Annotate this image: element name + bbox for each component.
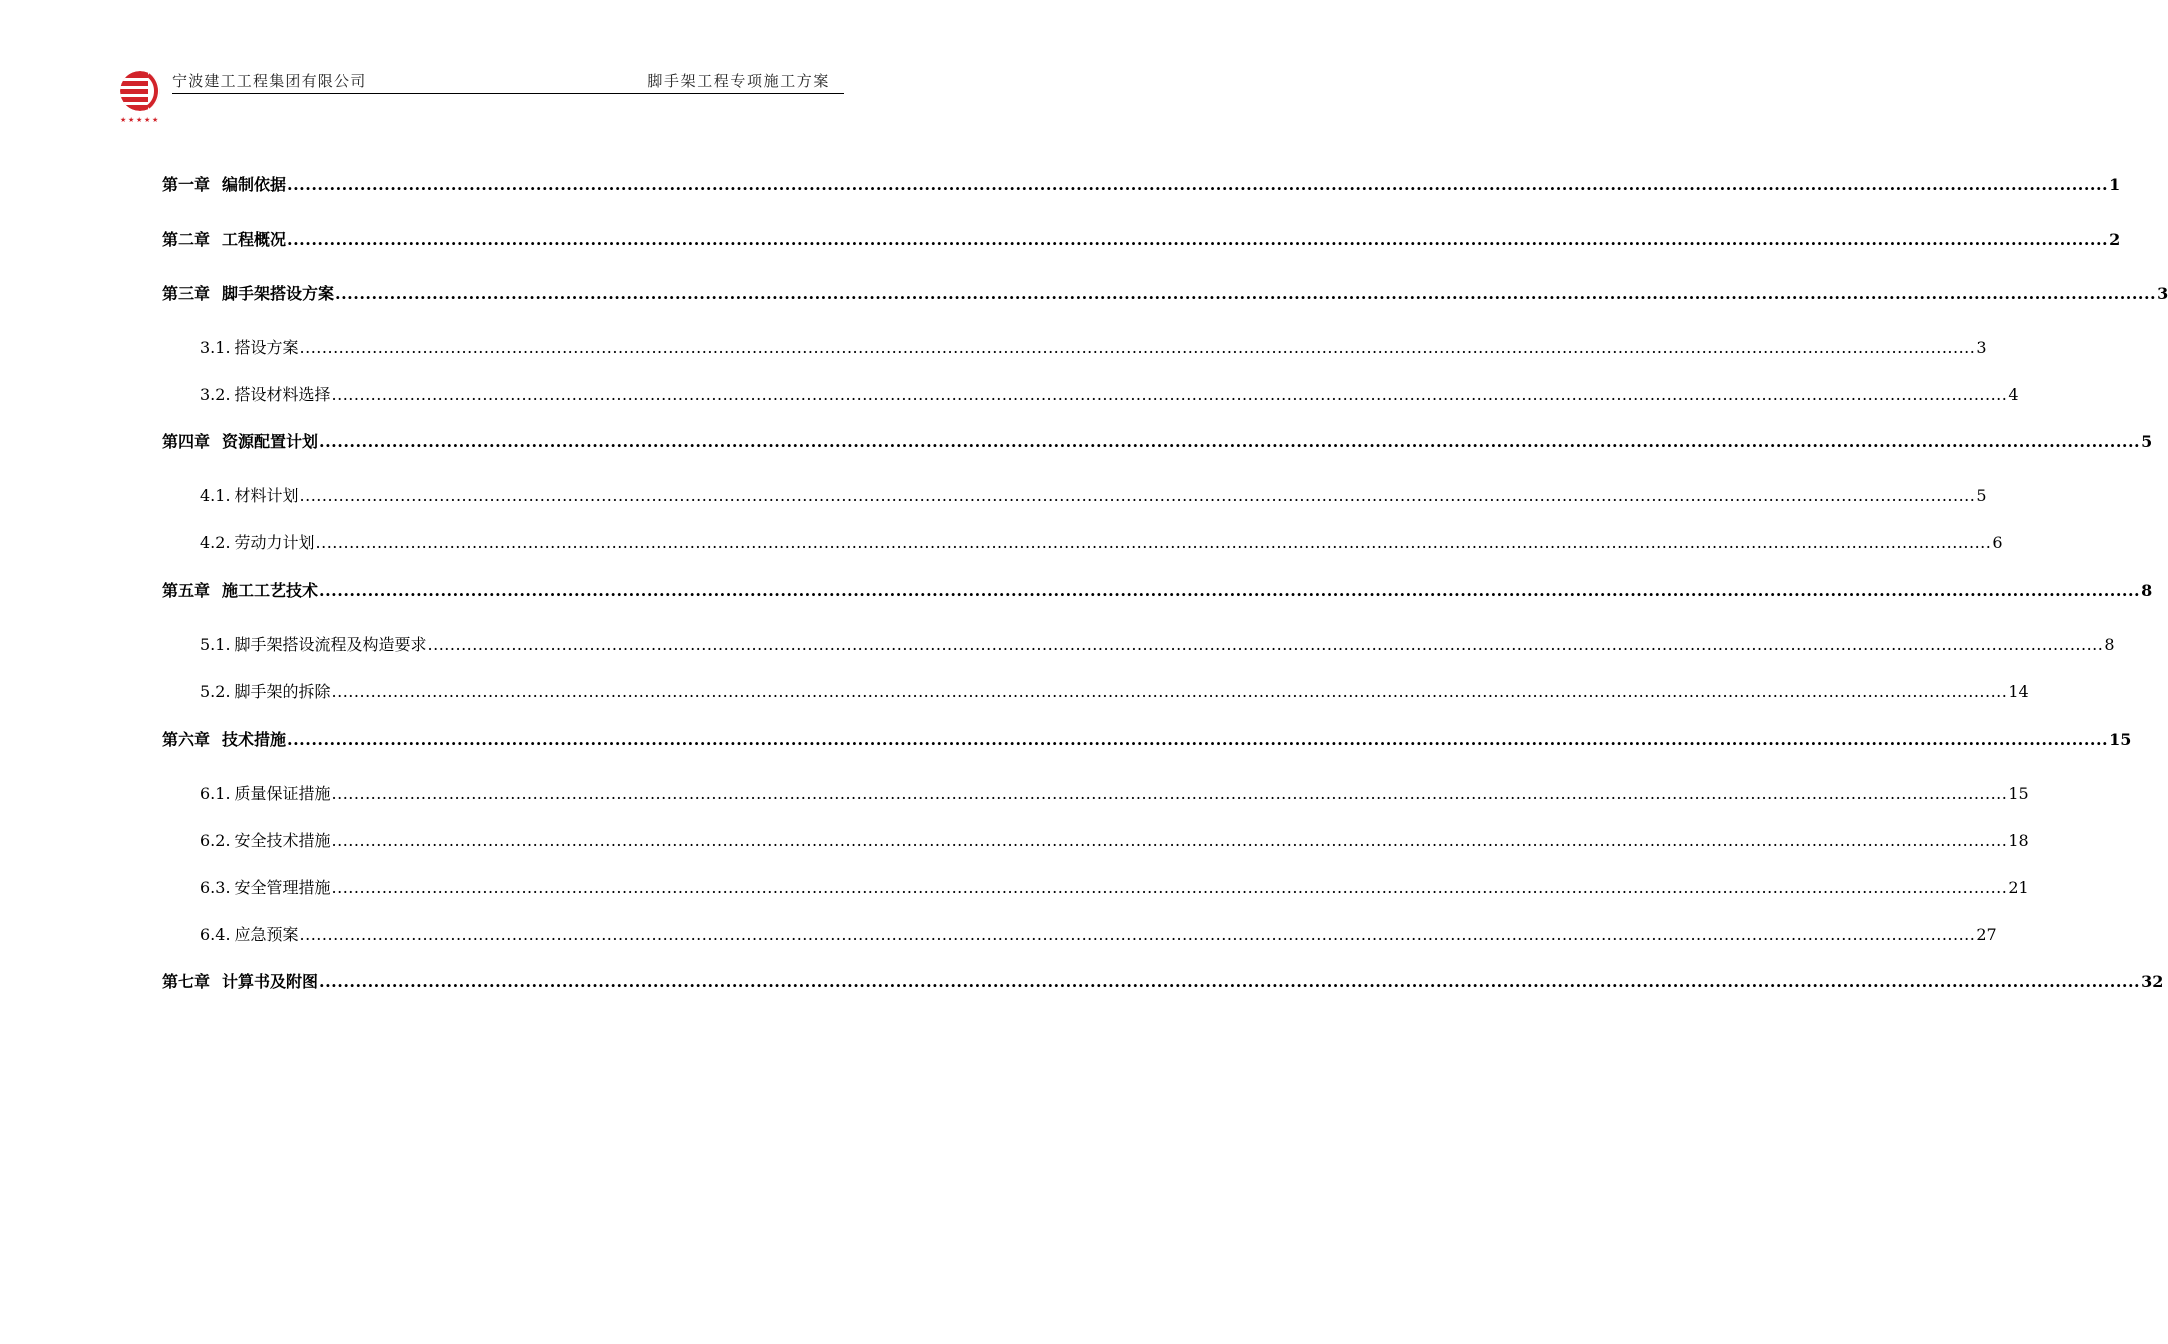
toc-entry-number: 5.2.: [200, 682, 231, 701]
svg-text:★: ★: [136, 116, 143, 124]
header-divider: [172, 93, 844, 94]
toc-entry-title: 工程概况: [222, 230, 287, 249]
toc-entry-title: 搭设方案: [234, 338, 299, 357]
toc-entry-title: 资源配置计划: [222, 432, 319, 451]
svg-text:★: ★: [152, 116, 159, 124]
toc-page-number: 4: [2008, 385, 2019, 404]
toc-section-entry[interactable]: [200, 335, 1987, 358]
toc-page-number: 3: [2157, 284, 2168, 303]
toc-page-number: 2: [2109, 230, 2121, 249]
toc-page-number: 21: [2008, 878, 2029, 897]
toc-page-number: 5: [1976, 486, 1987, 505]
toc-leader-dots: ............................................................................................................................................................................................................................................................................................................: [427, 635, 2104, 654]
toc-entry-title: 安全技术措施: [234, 831, 331, 850]
toc-entry-number: 第一章: [162, 175, 211, 194]
toc-entry-number: 5.1.: [200, 635, 231, 654]
toc-leader-dots: ............................................................................................................................................................................................................................................................................................................: [299, 486, 1976, 505]
toc-entry-number: 6.2.: [200, 831, 231, 850]
toc-leader-dots: ............................................................................................................................................................................................................................................................................................................: [315, 533, 1992, 552]
toc-section-entry[interactable]: [200, 875, 2029, 898]
toc-section-entry[interactable]: [200, 828, 2029, 851]
toc-leader-dots: ............................................................................................................................................................................................................................................................................................................: [287, 175, 2109, 194]
toc-leader-dots: ............................................................................................................................................................................................................................................................................................................: [299, 925, 1976, 944]
toc-entry-title: 质量保证措施: [234, 784, 331, 803]
toc-entry-number: 第五章: [162, 581, 211, 600]
toc-page-number: 8: [2104, 635, 2115, 654]
toc-entry-title: 脚手架的拆除: [234, 682, 331, 701]
toc-chapter-entry[interactable]: [162, 227, 2121, 250]
toc-section-entry[interactable]: [200, 632, 2115, 655]
toc-entry-number: 6.3.: [200, 878, 231, 897]
toc-entry-number: 3.2.: [200, 385, 231, 404]
toc-entry-number: 第四章: [162, 432, 211, 451]
toc-leader-dots: ............................................................................................................................................................................................................................................................................................................: [331, 385, 2008, 404]
toc-page-number: 6: [1992, 533, 2003, 552]
company-name: 宁波建工工程集团有限公司: [172, 72, 367, 90]
page-header: [118, 66, 844, 124]
toc-entry-title: 应急预案: [234, 925, 299, 944]
toc-page-number: 32: [2141, 972, 2164, 991]
toc-entry-number: 4.2.: [200, 533, 231, 552]
toc-leader-dots: ............................................................................................................................................................................................................................................................................................................: [331, 831, 2008, 850]
toc-page-number: 5: [2141, 432, 2153, 451]
toc-page-number: 15: [2109, 730, 2132, 749]
toc-leader-dots: ............................................................................................................................................................................................................................................................................................................: [335, 284, 2157, 303]
toc-entry-number: 第二章: [162, 230, 211, 249]
toc-entry-number: 6.4.: [200, 925, 231, 944]
toc-section-entry[interactable]: [200, 922, 1997, 945]
company-logo-icon: [118, 69, 166, 125]
toc-page-number: 27: [1976, 925, 1997, 944]
toc-entry-title: 劳动力计划: [234, 533, 315, 552]
toc-entry-number: 6.1.: [200, 784, 231, 803]
toc-leader-dots: ............................................................................................................................................................................................................................................................................................................: [319, 581, 2141, 600]
toc-leader-dots: ............................................................................................................................................................................................................................................................................................................: [331, 784, 2008, 803]
toc-entry-title: 安全管理措施: [234, 878, 331, 897]
toc-chapter-entry[interactable]: [162, 727, 2132, 750]
toc-leader-dots: ............................................................................................................................................................................................................................................................................................................: [319, 972, 2141, 991]
toc-entry-title: 材料计划: [234, 486, 299, 505]
toc-entry-number: 4.1.: [200, 486, 231, 505]
toc-section-entry[interactable]: [200, 382, 2019, 405]
toc-chapter-entry[interactable]: [162, 281, 2168, 304]
toc-entry-number: 第六章: [162, 730, 211, 749]
toc-entry-title: 搭设材料选择: [234, 385, 331, 404]
toc-entry-number: 第七章: [162, 972, 211, 991]
toc-page-number: 1: [2109, 175, 2121, 194]
toc-section-entry[interactable]: [200, 679, 2029, 702]
toc-page-number: 14: [2008, 682, 2029, 701]
toc-entry-title: 编制依据: [222, 175, 287, 194]
toc-chapter-entry[interactable]: [162, 172, 2121, 195]
toc-leader-dots: ............................................................................................................................................................................................................................................................................................................: [287, 230, 2109, 249]
toc-leader-dots: ............................................................................................................................................................................................................................................................................................................: [319, 432, 2141, 451]
toc-entry-title: 技术措施: [222, 730, 287, 749]
svg-text:★: ★: [144, 116, 151, 124]
svg-text:★: ★: [120, 116, 127, 124]
toc-leader-dots: ............................................................................................................................................................................................................................................................................................................: [331, 878, 2008, 897]
toc-chapter-entry[interactable]: [162, 429, 2153, 452]
toc-page-number: 18: [2008, 831, 2029, 850]
toc-chapter-entry[interactable]: [162, 969, 2164, 992]
document-title: 脚手架工程专项施工方案: [647, 72, 830, 90]
toc-section-entry[interactable]: [200, 781, 2029, 804]
toc-entry-number: 第三章: [162, 284, 211, 303]
toc-chapter-entry[interactable]: [162, 578, 2153, 601]
toc-page-number: 15: [2008, 784, 2029, 803]
toc-entry-title: 计算书及附图: [222, 972, 319, 991]
toc-page-number: 8: [2141, 581, 2153, 600]
toc-leader-dots: ............................................................................................................................................................................................................................................................................................................: [331, 682, 2008, 701]
svg-text:★: ★: [128, 116, 135, 124]
toc-entry-number: 3.1.: [200, 338, 231, 357]
toc-section-entry[interactable]: [200, 483, 1987, 506]
toc-leader-dots: ............................................................................................................................................................................................................................................................................................................: [287, 730, 2109, 749]
toc-entry-title: 脚手架搭设方案: [222, 284, 335, 303]
toc-entry-title: 施工工艺技术: [222, 581, 319, 600]
toc-page-number: 3: [1976, 338, 1987, 357]
toc-leader-dots: ............................................................................................................................................................................................................................................................................................................: [299, 338, 1976, 357]
toc-section-entry[interactable]: [200, 530, 2003, 553]
toc-entry-title: 脚手架搭设流程及构造要求: [234, 635, 427, 654]
